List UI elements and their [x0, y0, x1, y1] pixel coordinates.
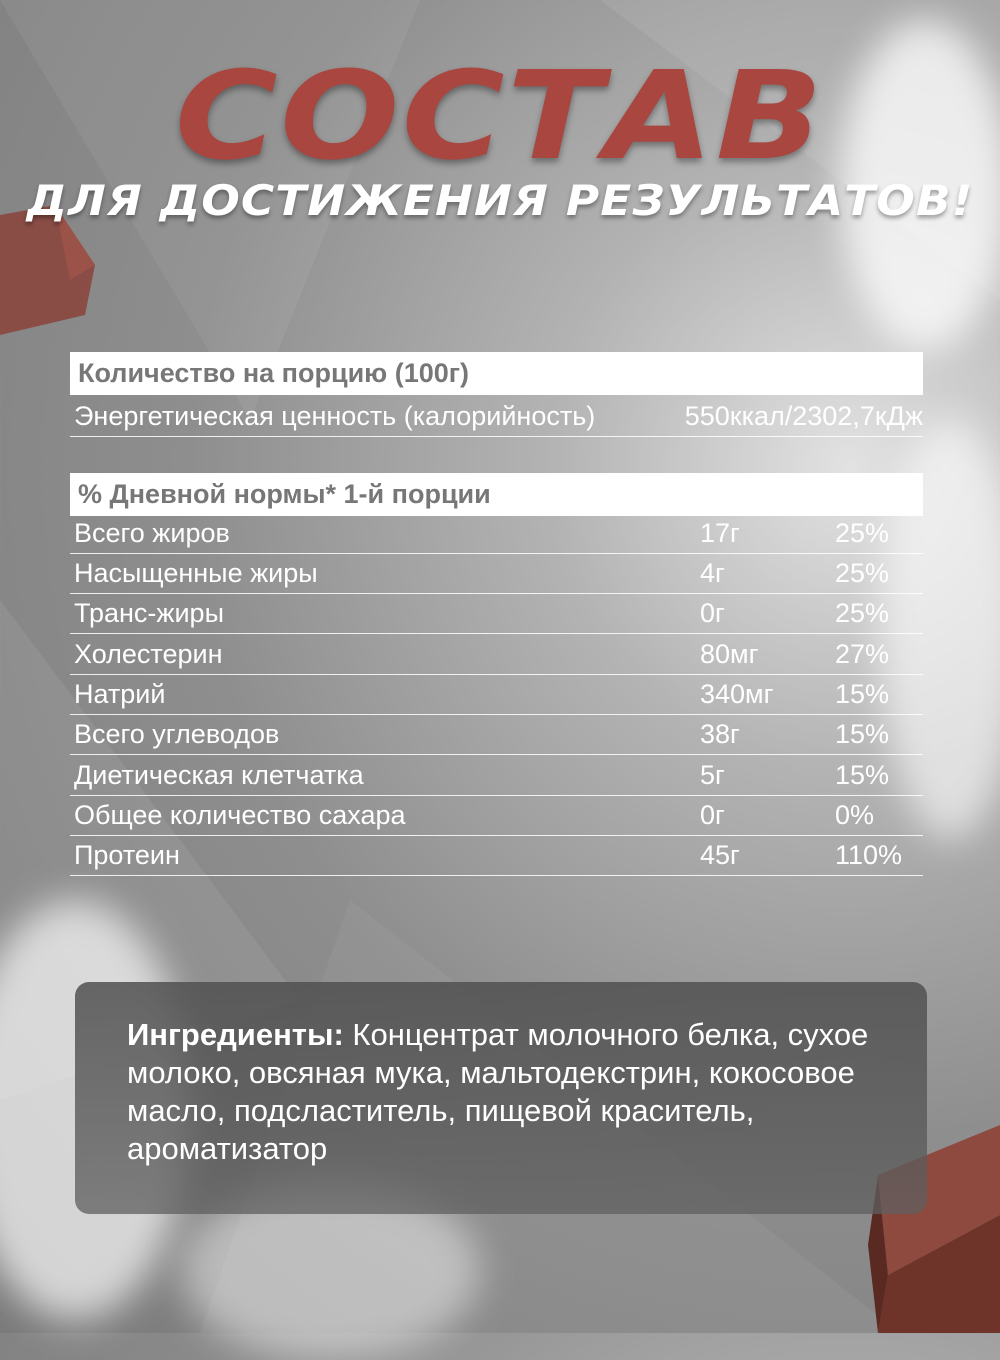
table-row	[70, 675, 923, 715]
table-row	[70, 554, 923, 594]
nutrient-name: Холестерин	[74, 639, 223, 669]
nutrient-percent: 15%	[835, 679, 890, 709]
nutrient-name: Всего жиров	[74, 518, 230, 548]
nutrient-amount: 17г	[700, 518, 740, 548]
page-subtitle: ДЛЯ ДОСТИЖЕНИЯ РЕЗУЛЬТАТОВ!	[26, 176, 974, 225]
nutrient-name: Натрий	[74, 679, 166, 709]
nutrient-amount: 38г	[700, 719, 740, 749]
nutrient-percent: 0%	[835, 800, 875, 830]
daily-header-label: % Дневной нормы* 1-й порции	[78, 479, 491, 509]
nutrient-amount: 340мг	[700, 679, 774, 709]
table-row	[70, 514, 923, 554]
nutrient-percent: 27%	[835, 639, 890, 669]
serving-header	[70, 352, 923, 395]
nutrient-amount: 80мг	[700, 639, 759, 669]
table-row	[70, 715, 923, 755]
table-row	[70, 796, 923, 836]
nutrient-percent: 15%	[835, 719, 890, 749]
nutrient-percent: 25%	[835, 518, 890, 548]
chocolate-piece-left	[0, 205, 100, 345]
nutrient-amount: 5г	[700, 760, 725, 790]
nutrient-percent: 15%	[835, 760, 890, 790]
table-row	[70, 836, 923, 876]
nutrient-percent: 25%	[835, 558, 890, 588]
nutrient-percent: 25%	[835, 598, 890, 628]
ingredients-paragraph	[127, 1016, 875, 1168]
nutrient-amount: 45г	[700, 840, 740, 870]
ingredients-card	[75, 982, 927, 1214]
nutrient-name: Диетическая клетчатка	[74, 760, 364, 790]
daily-header	[70, 473, 923, 516]
nutrient-amount: 0г	[700, 598, 725, 628]
energy-value: 550ккал/2302,7кДж	[684, 401, 923, 431]
nutrient-name: Всего углеводов	[74, 719, 280, 749]
page-title: СОСТАВ	[174, 45, 826, 187]
nutrient-name: Насыщенные жиры	[74, 558, 318, 588]
ingredients-list: Концентрат молочного белка, сухое молоко, овсяная мука, мальтодекстрин, кокосовое масло, подсластитель, пищевой краситель, ароматизатор	[127, 1017, 869, 1166]
nutrient-amount: 0г	[700, 800, 725, 830]
table-row	[70, 594, 923, 634]
table-row	[70, 756, 923, 796]
nutrient-name: Общее количество сахара	[74, 800, 406, 830]
table-row	[70, 635, 923, 675]
energy-label: Энергетическая ценность (калорийность)	[74, 401, 596, 431]
serving-header-label: Количество на порцию (100г)	[78, 358, 470, 388]
nutrient-name: Транс-жиры	[74, 598, 224, 628]
ingredients-label: Ингредиенты:	[127, 1017, 344, 1052]
nutrient-percent: 110%	[835, 840, 903, 870]
energy-row	[70, 397, 923, 437]
nutrient-amount: 4г	[700, 558, 725, 588]
nutrient-name: Протеин	[74, 840, 180, 870]
